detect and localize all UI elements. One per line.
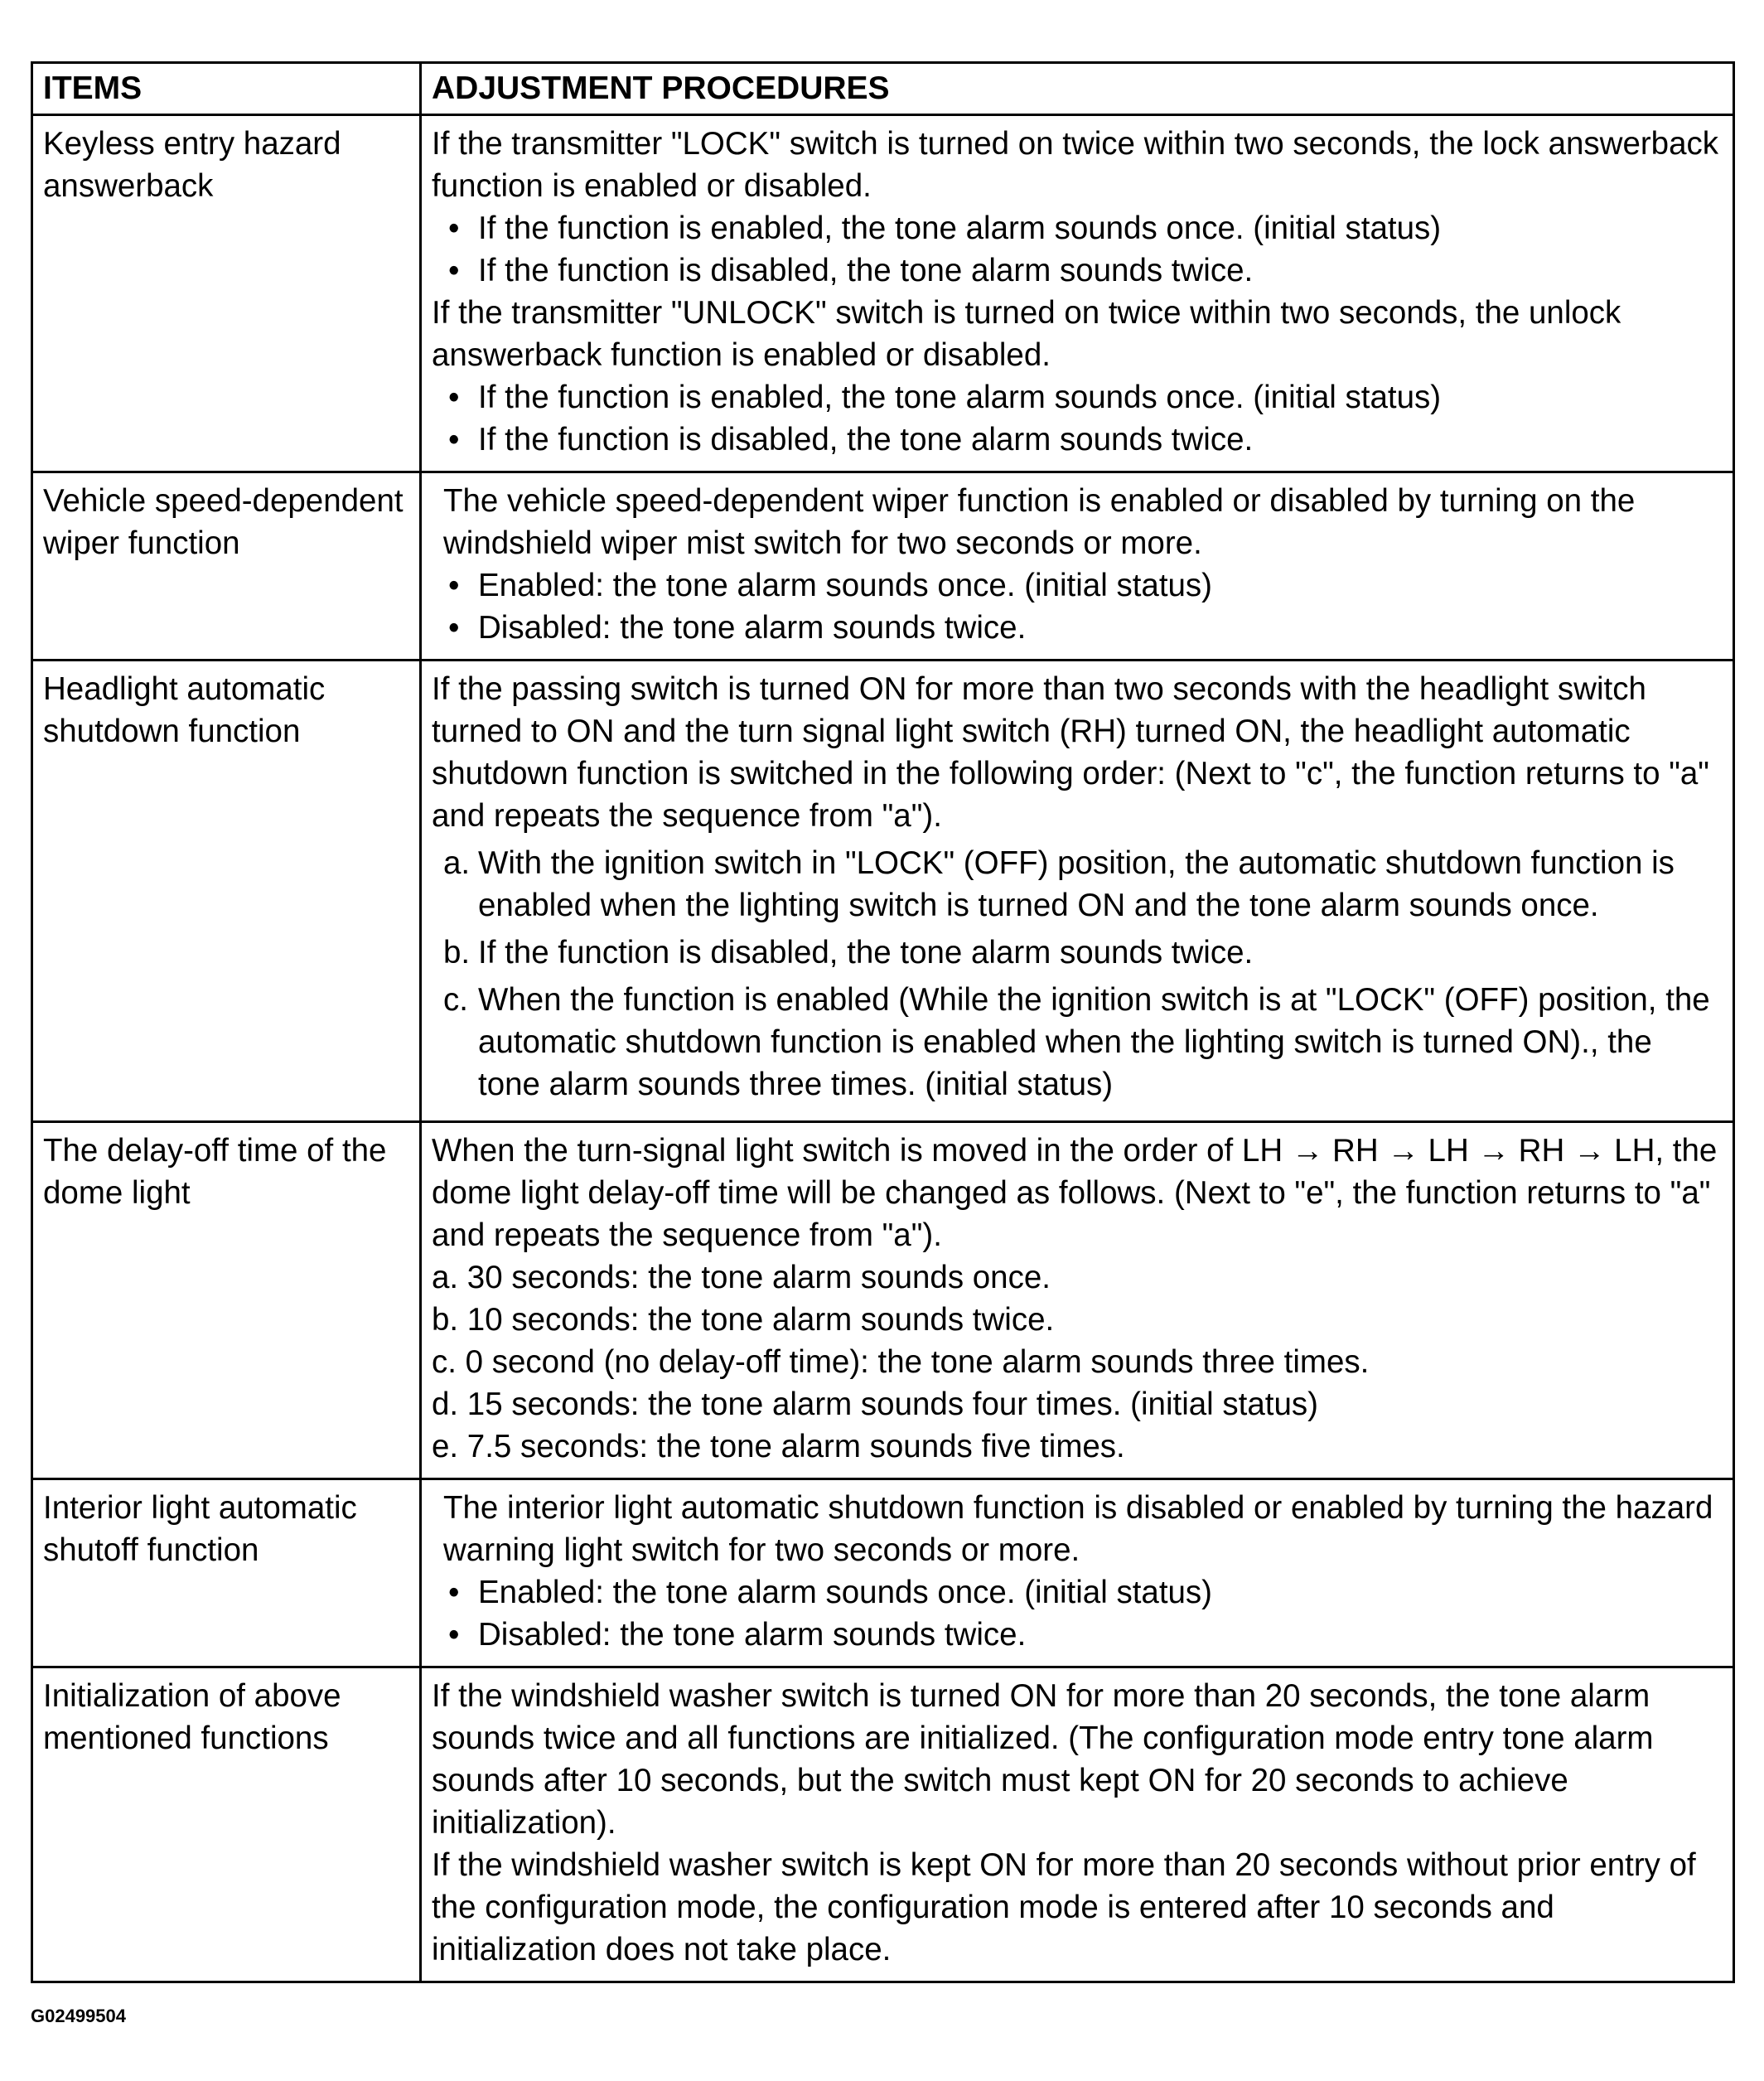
procedure-paragraph: b. 10 seconds: the tone alarm sounds twice. [432,1302,1055,1338]
lettered-item-label: c. [443,982,468,1018]
bullet-dot-icon: • [448,422,460,457]
item-cell: Keyless entry hazard answerback [32,115,421,472]
lettered-item-label: a. [443,845,471,881]
procedure-paragraph: If the transmitter "UNLOCK" switch is turned on twice within two seconds, the unlock answerback function is enabled or disabled. [432,295,1621,373]
procedure-cell [421,1479,1734,1667]
bullet-dot-icon: • [448,568,460,603]
bullet-item [432,249,1723,292]
procedure-paragraph: If the passing switch is turned ON for more than two seconds with the headlight switch turned to ON and the turn signal light switch (RH) turned ON, the headlight automatic shutdown function is switched in the following order: (Next to "c", the function returns to "a" and repeats the sequence from "a"). [432,671,1709,834]
table-row [32,1667,1734,1982]
bullet-text: If the function is enabled, the tone alarm sounds once. (initial status) [478,211,1442,246]
procedure-paragraph: If the windshield washer switch is kept ON for more than 20 seconds without prior entry of the configuration mode, the configuration mode is entered after 10 seconds and initialization does not take place. [432,1847,1696,1967]
bullet-text: If the function is disabled, the tone alarm sounds twice. [478,253,1254,288]
bullet-text: Enabled: the tone alarm sounds once. (initial status) [478,568,1213,603]
item-cell: Vehicle speed-dependent wiper function [32,472,421,661]
bullet-dot-icon: • [448,253,460,288]
bullet-dot-icon: • [448,211,460,246]
lettered-item-text: If the function is disabled, the tone alarm sounds twice. [478,935,1254,970]
bullet-text: If the function is disabled, the tone alarm sounds twice. [478,422,1254,457]
bullet-dot-icon: • [448,380,460,415]
procedure-paragraph: When the turn-signal light switch is moved in the order of LH → RH → LH → RH → LH, the dome light delay-off time will be changed as follows. (Next to "e", the function returns to "a" and repeats the sequence from "a"). [432,1133,1718,1253]
bullet-text: Enabled: the tone alarm sounds once. (initial status) [478,1575,1213,1610]
procedure-paragraph: The interior light automatic shutdown function is disabled or enabled by turning the hazard warning light switch for two seconds or more. [443,1490,1713,1568]
bullet-text: If the function is enabled, the tone alarm sounds once. (initial status) [478,380,1442,415]
item-cell: Initialization of above mentioned functions [32,1667,421,1982]
figure-code: G02499504 [31,2006,126,2026]
procedure-cell [421,1667,1734,1982]
procedure-cell [421,661,1734,1122]
procedure-cell [421,115,1734,472]
lettered-item-label: b. [443,935,471,970]
bullet-item [432,607,1723,649]
procedure-paragraph: If the windshield washer switch is turned ON for more than 20 seconds, the tone alarm sounds twice and all functions are initialized. (The configuration mode entry tone alarm sounds after 10 seconds, but the switch must kept ON for 20 seconds to achieve initialization). [432,1678,1654,1841]
bullet-dot-icon: • [448,610,460,646]
column-header-items: ITEMS [32,63,421,115]
table-row [32,472,1734,661]
table-row [32,115,1734,472]
procedure-paragraph: e. 7.5 seconds: the tone alarm sounds five times. [432,1429,1125,1464]
procedure-paragraph: If the transmitter "LOCK" switch is turned on twice within two seconds, the lock answerback function is enabled or disabled. [432,126,1719,204]
adjustment-document [31,61,1733,1983]
item-cell: Interior light automatic shutoff function [32,1479,421,1667]
lettered-item [432,842,1723,927]
item-cell: Headlight automatic shutdown function [32,661,421,1122]
procedure-cell [421,1122,1734,1479]
table-row [32,1122,1734,1479]
adjustment-procedures-table [31,61,1735,1983]
bullet-text: Disabled: the tone alarm sounds twice. [478,610,1027,646]
table-header-row [32,63,1734,115]
lettered-item [432,979,1723,1106]
column-header-adjustment-procedures: ADJUSTMENT PROCEDURES [421,63,1734,115]
table-body [32,115,1734,1982]
lettered-item-text: With the ignition switch in "LOCK" (OFF) position, the automatic shutdown function is enabled when the lighting switch is turned ON and the tone alarm sounds once. [478,845,1675,923]
bullet-item [432,419,1723,461]
bullet-item [432,376,1723,419]
bullet-item [432,1571,1723,1614]
item-cell: The delay-off time of the dome light [32,1122,421,1479]
bullet-text: Disabled: the tone alarm sounds twice. [478,1617,1027,1653]
table-row [32,661,1734,1122]
procedure-paragraph: The vehicle speed-dependent wiper function is enabled or disabled by turning on the windshield wiper mist switch for two seconds or more. [443,483,1636,561]
procedure-cell [421,472,1734,661]
table-row [32,1479,1734,1667]
bullet-item [432,564,1723,607]
procedure-paragraph: a. 30 seconds: the tone alarm sounds once. [432,1260,1051,1295]
bullet-dot-icon: • [448,1617,460,1653]
bullet-item [432,1614,1723,1656]
lettered-item [432,932,1723,974]
bullet-dot-icon: • [448,1575,460,1610]
procedure-paragraph: c. 0 second (no delay-off time): the tone alarm sounds three times. [432,1344,1370,1380]
lettered-item-text: When the function is enabled (While the ignition switch is at "LOCK" (OFF) position, the automatic shutdown function is enabled when the lighting switch is turned ON)., the tone alarm sounds three times. (initial status) [478,982,1710,1102]
bullet-item [432,207,1723,249]
procedure-paragraph: d. 15 seconds: the tone alarm sounds four times. (initial status) [432,1387,1318,1422]
